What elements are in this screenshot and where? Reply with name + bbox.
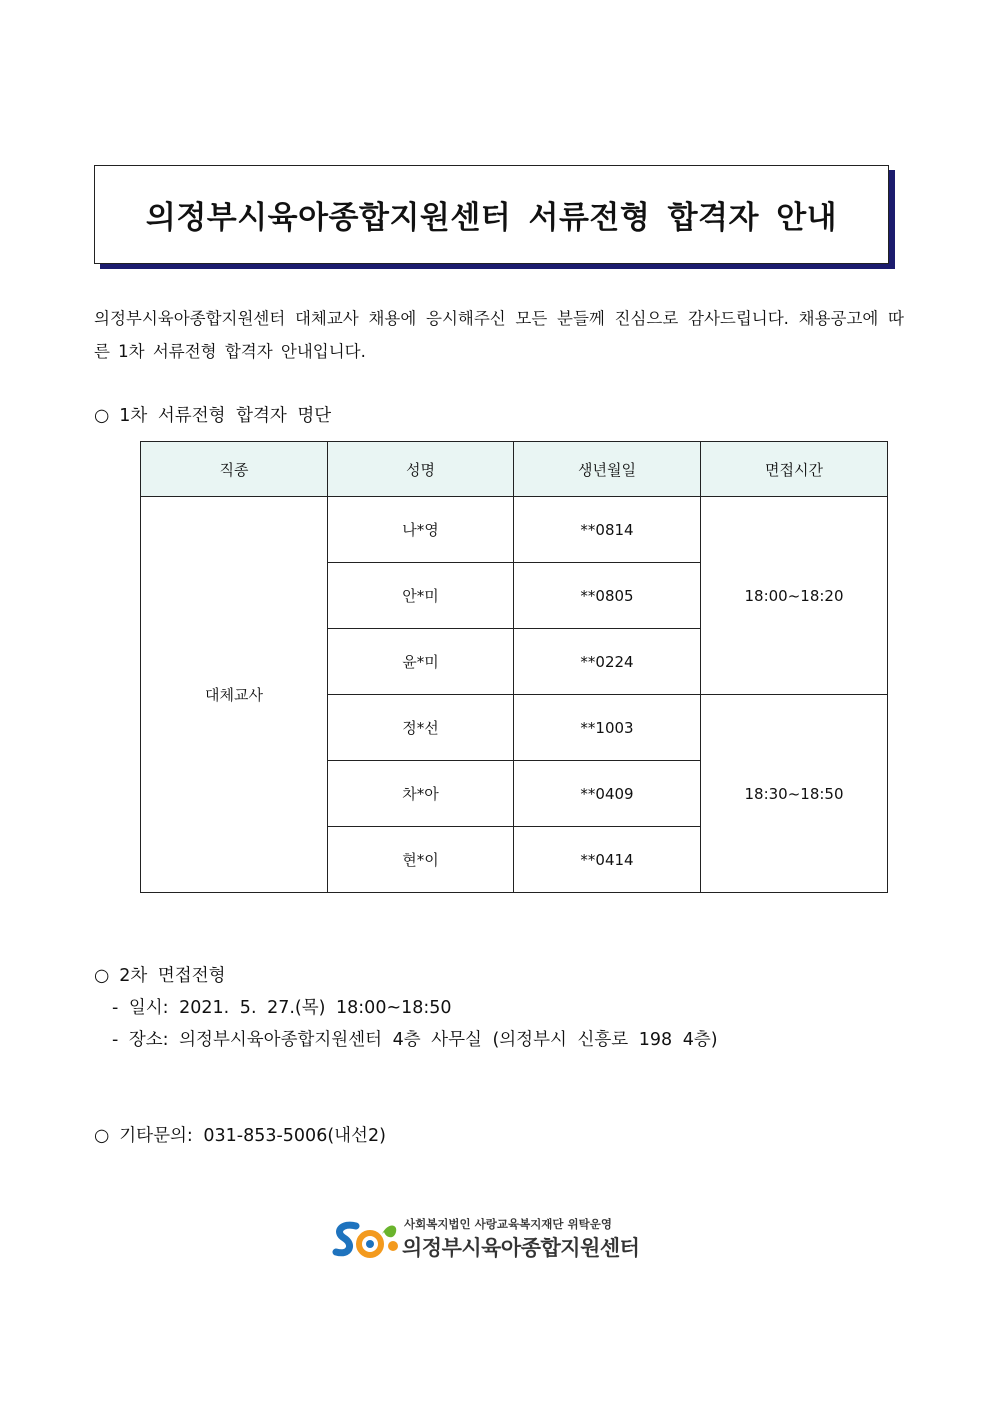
job-type-cell: 대체교사 [141, 497, 328, 893]
interview-date: - 일시: 2021. 5. 27.(목) 18:00~18:50 [112, 998, 452, 1018]
section-interview-title: 2차 면접전형 [119, 966, 226, 986]
birth-cell: **0409 [514, 761, 701, 827]
name-cell: 안*미 [328, 563, 514, 629]
title-box [94, 165, 889, 264]
birth-cell: **0414 [514, 827, 701, 893]
header-name: 성명 [328, 442, 514, 497]
table-row [141, 497, 888, 563]
interview-place: - 장소: 의정부시육아종합지원센터 4층 사무실 (의정부시 신흥로 198 4층) [112, 1030, 718, 1050]
contact-info: 기타문의: 031-853-5006(내선2) [119, 1126, 386, 1146]
time-cell: 18:00~18:20 [701, 497, 888, 695]
name-cell: 차*아 [328, 761, 514, 827]
header-birth: 생년월일 [514, 442, 701, 497]
section-interview-heading [94, 962, 226, 987]
birth-cell: **0805 [514, 563, 701, 629]
name-cell: 나*영 [328, 497, 514, 563]
table-header-row [141, 442, 888, 497]
birth-cell: **0814 [514, 497, 701, 563]
intro-paragraph: 의정부시육아종합지원센터 대체교사 채용에 응시해주신 모든 분들께 진심으로 감사드립니다. 채용공고에 따른 1차 서류전형 합격자 안내입니다. [94, 309, 904, 361]
logo-subtitle: 사회복지법인 사랑교육복지재단 위탁운영 [404, 1217, 612, 1231]
name-cell: 윤*미 [328, 629, 514, 695]
header-time: 면접시간 [701, 442, 888, 497]
section-contact [94, 1122, 386, 1147]
roster-table [140, 441, 888, 893]
center-logo-mark-icon [332, 1218, 402, 1262]
circle-bullet-icon: ○ [94, 966, 110, 986]
center-logo [332, 1216, 662, 1264]
name-cell: 정*선 [328, 695, 514, 761]
circle-bullet-icon: ○ [94, 406, 110, 426]
birth-cell: **1003 [514, 695, 701, 761]
time-cell: 18:30~18:50 [701, 695, 888, 893]
circle-bullet-icon: ○ [94, 1126, 110, 1146]
section-roster-heading [94, 402, 331, 427]
name-cell: 현*이 [328, 827, 514, 893]
section-roster-title: 1차 서류전형 합격자 명단 [119, 406, 332, 426]
header-job: 직종 [141, 442, 328, 497]
page-title: 의정부시육아종합지원센터 서류전형 합격자 안내 [145, 200, 838, 236]
birth-cell: **0224 [514, 629, 701, 695]
logo-name: 의정부시육아종합지원센터 [402, 1236, 640, 1260]
